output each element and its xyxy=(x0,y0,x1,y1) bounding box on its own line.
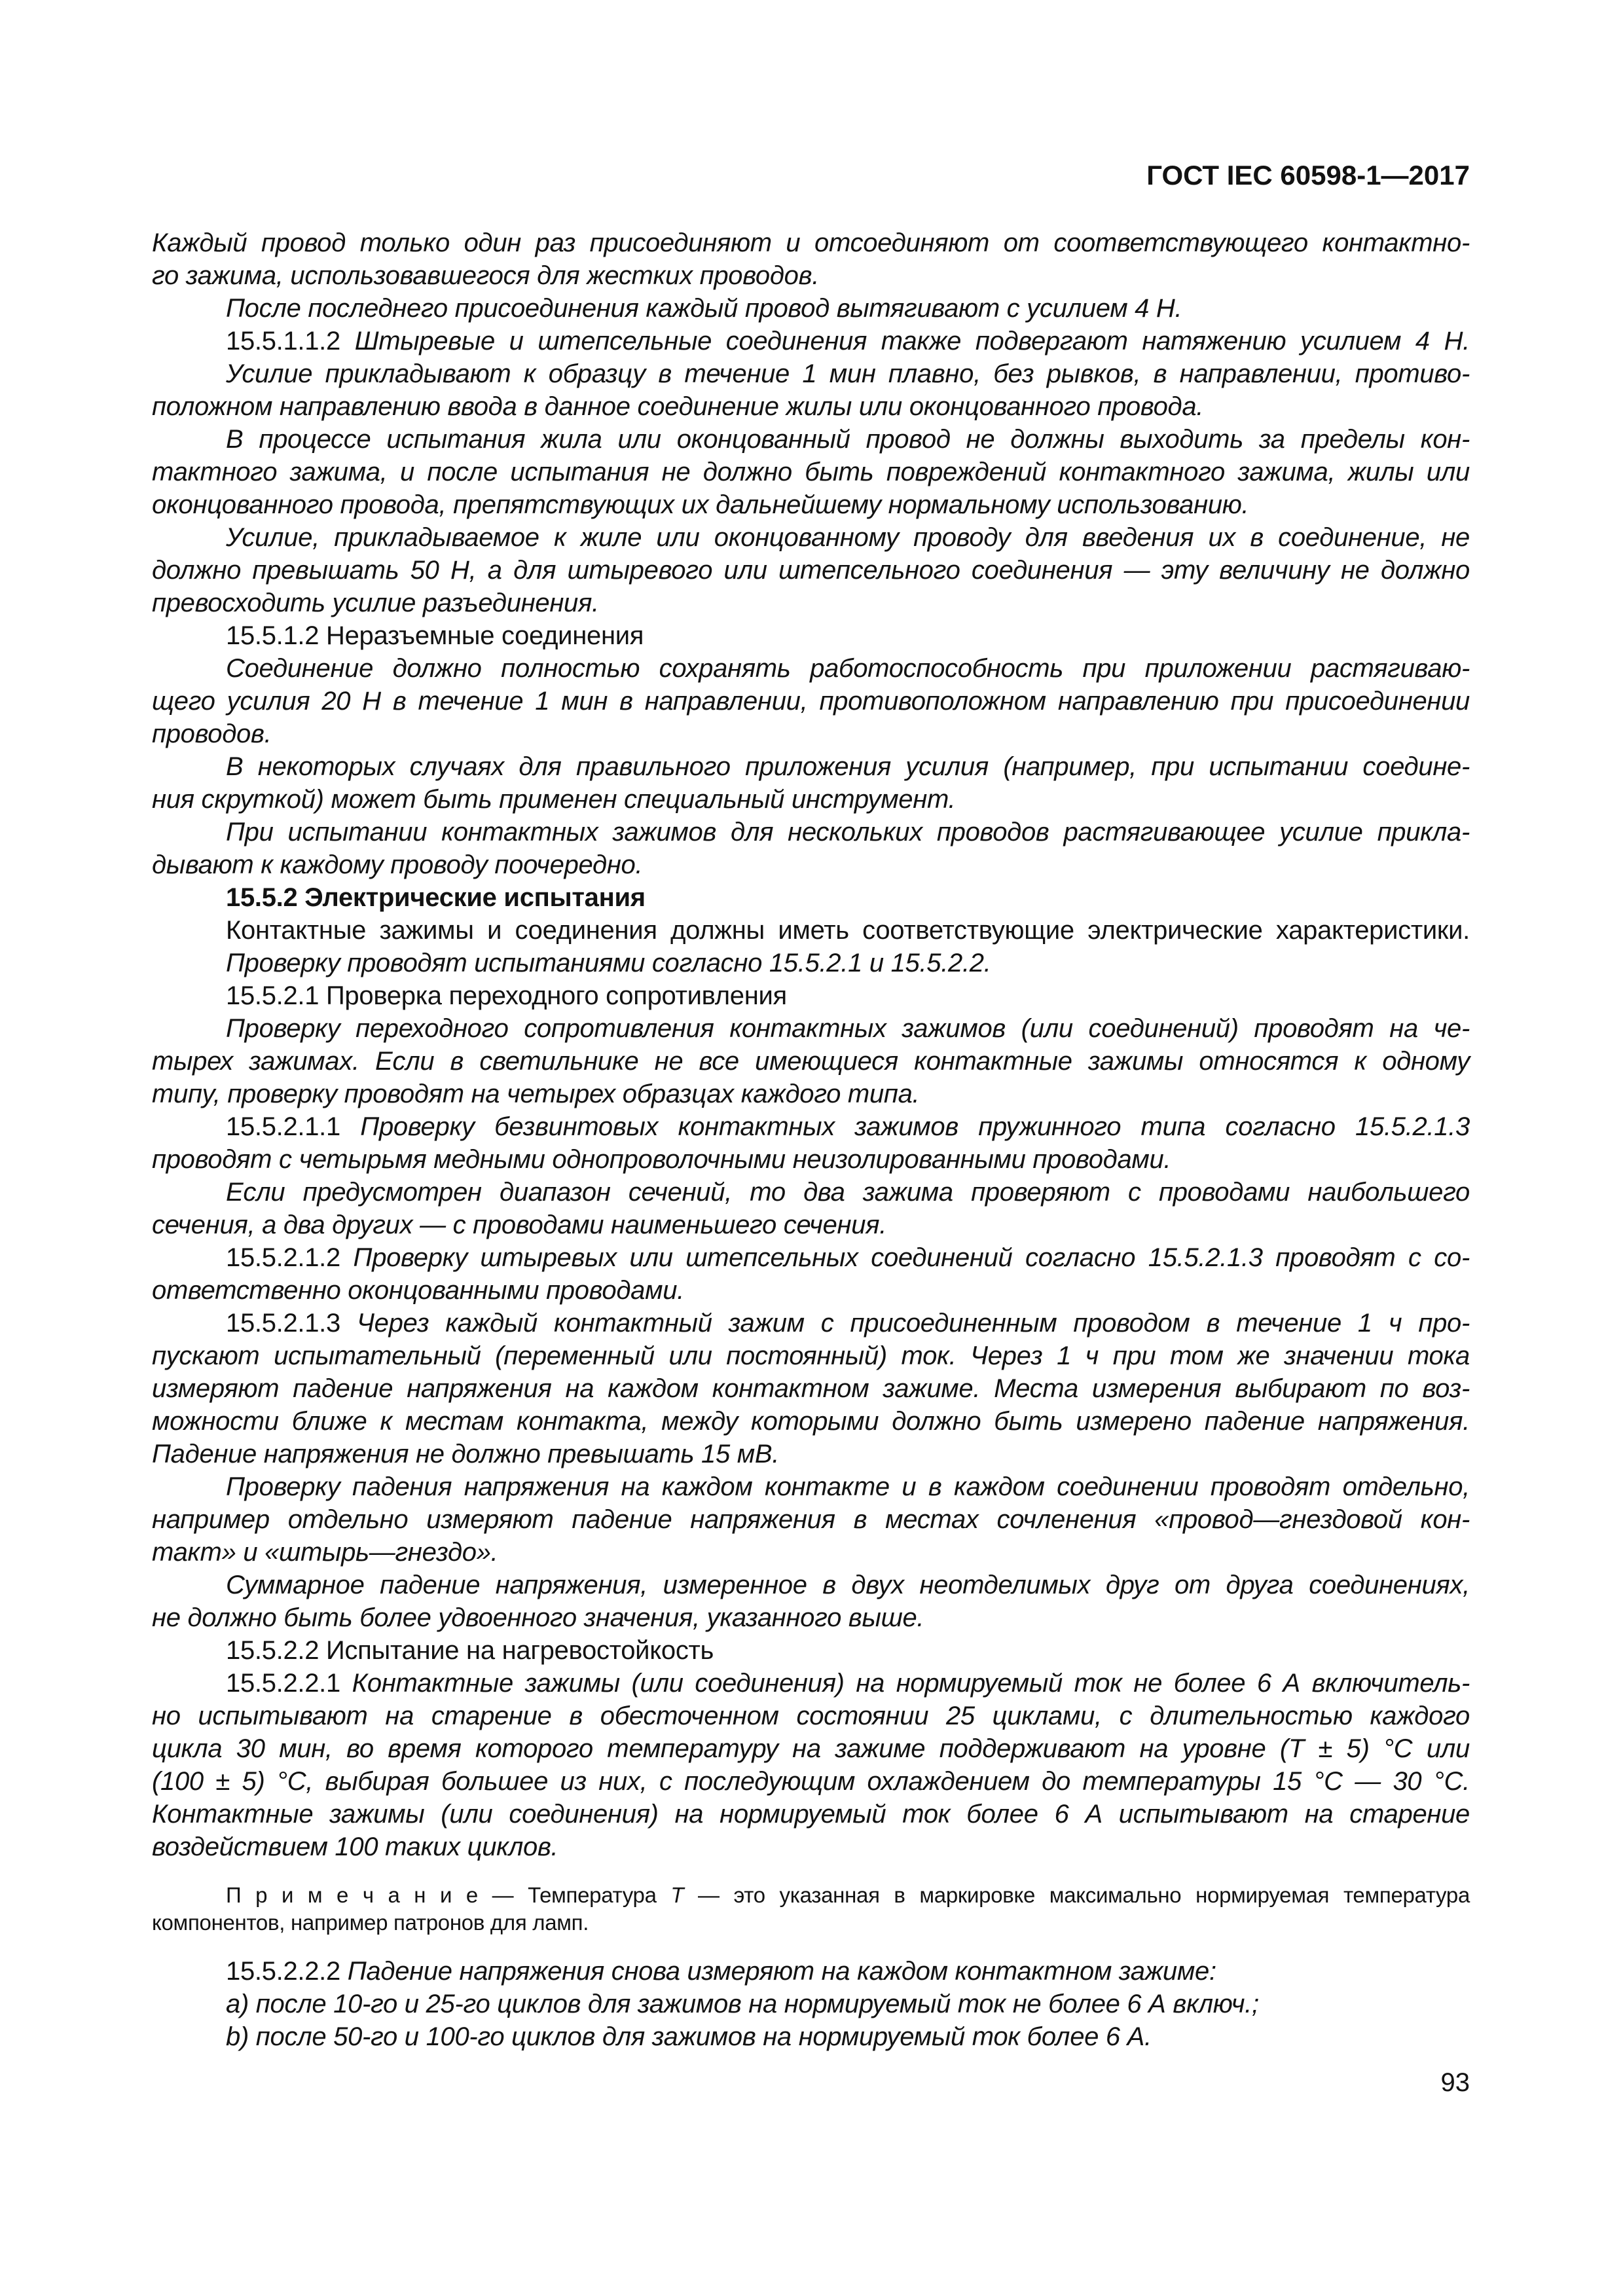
text-line xyxy=(152,947,1470,979)
text-run: го зажима, использовавшегося для жестких проводов. xyxy=(152,261,820,290)
text-line xyxy=(152,1372,1470,1405)
text-run: 15.5.2.2.2 xyxy=(226,1957,348,1986)
text-run: Падение напряжения не должно превышать 15 мВ. xyxy=(152,1440,780,1468)
text-line xyxy=(152,783,1470,816)
text-run: 15.5.2 Электрические испытания xyxy=(226,883,646,912)
text-run: превосходить усилие разъединения. xyxy=(152,589,599,617)
text-run: измеряют падение напряжения на каждом контактном зажиме. Места измерения выбирают по воз- xyxy=(152,1374,1470,1403)
text-run: 15.5.2.1.2 xyxy=(226,1243,354,1272)
text-line xyxy=(152,587,1470,619)
text-run: Если предусмотрен диапазон сечений, то два зажима проверяют с проводами наибольшего xyxy=(226,1178,1470,1207)
page-number: 93 xyxy=(1440,2068,1470,2097)
text-line xyxy=(152,357,1470,390)
text-line xyxy=(152,1831,1470,1863)
text-line xyxy=(152,1536,1470,1569)
text-run: Т xyxy=(670,1883,684,1907)
text-run: Усилие, прикладываемое к жиле или оконцованному проводу для введения их в соединение, не xyxy=(226,523,1470,552)
text-line xyxy=(152,227,1470,259)
text-run: 15.5.1.2 Неразъемные соединения xyxy=(226,621,644,650)
text-run: В некоторых случаях для правильного приложения усилия (например, при испытании соедине- xyxy=(226,752,1470,781)
text-run: такт» и «штырь—гнездо». xyxy=(152,1538,498,1567)
text-line xyxy=(152,292,1470,325)
text-run: положном направлению ввода в данное соединение жилы или оконцованного провода. xyxy=(152,392,1204,421)
text-line xyxy=(152,521,1470,554)
text-run: 15.5.2.1 Проверка переходного сопротивления xyxy=(226,981,787,1010)
text-line xyxy=(152,1274,1470,1307)
text-run: Штыревые и штепсельные соединения также подвергают натяжению усилием 4 Н. xyxy=(354,327,1470,355)
text-run: оконцованного провода, препятствующих их дальнейшему нормальному использованию. xyxy=(152,490,1249,519)
text-run: ния скруткой) может быть применен специальный инструмент. xyxy=(152,785,956,814)
note-line xyxy=(152,1882,1470,1909)
text-line xyxy=(152,390,1470,423)
text-run: пускают испытательный (переменный или постоянный) ток. Через 1 ч при том же значении тока xyxy=(152,1341,1470,1370)
text-line xyxy=(152,1209,1470,1241)
text-line xyxy=(152,488,1470,521)
text-run: Проверку штыревых или штепсельных соединений согласно 15.5.2.1.3 проводят с со- xyxy=(353,1243,1470,1272)
text-run: сечения, а два других — с проводами наименьшего сечения. xyxy=(152,1211,887,1239)
text-run: Проверку безвинтовых контактных зажимов пружинного типа согласно 15.5.2.1.3 xyxy=(360,1112,1470,1141)
text-run: 15.5.2.1.1 xyxy=(226,1112,361,1141)
text-run: 15.5.2.2.1 xyxy=(226,1669,352,1698)
text-run: После последнего присоединения каждый провод вытягивают с усилием 4 Н. xyxy=(226,294,1182,323)
text-line xyxy=(152,1798,1470,1831)
text-run: компонентов, например патронов для ламп. xyxy=(152,1910,589,1935)
text-line xyxy=(152,1955,1470,1988)
text-line xyxy=(152,1601,1470,1634)
text-run: В процессе испытания жила или оконцованный провод не должны выходить за пределы кон- xyxy=(226,425,1470,454)
text-line xyxy=(152,1241,1470,1274)
text-line xyxy=(152,750,1470,783)
text-run: типу, проверку проводят на четырех образцах каждого типа. xyxy=(152,1080,920,1108)
footer xyxy=(152,2066,1470,2099)
text-line xyxy=(152,1569,1470,1601)
text-run: Проверку падения напряжения на каждом контакте и в каждом соединении проводят отдельно, xyxy=(226,1472,1470,1501)
content-area xyxy=(152,227,1470,2053)
text-run: не должно быть более удвоенного значения, указанного выше. xyxy=(152,1603,924,1632)
text-line xyxy=(152,685,1470,718)
text-run: но испытывают на старение в обесточенном состоянии 25 циклами, с длительностью каждого xyxy=(152,1702,1470,1730)
text-line xyxy=(152,1405,1470,1438)
text-run: Контактные зажимы и соединения должны иметь соответствующие электрические характеристики. xyxy=(226,916,1470,945)
text-run: Контактные зажимы (или соединения) на нормируемый ток не более 6 А включитель- xyxy=(352,1669,1470,1698)
text-run: (100 ± 5) °С, выбирая большее из них, с последующим охлаждением до температуры 15 °С — 30 °С. xyxy=(152,1767,1470,1796)
text-run: Суммарное падение напряжения, измеренное в двух неотделимых друг от друга соединениях, xyxy=(226,1571,1470,1599)
text-line xyxy=(152,1667,1470,1700)
text-run: Соединение должно полностью сохранять работоспособность при приложении растягиваю- xyxy=(226,654,1470,683)
text-run: Контактные зажимы (или соединения) на нормируемый ток более 6 А испытывают на старение xyxy=(152,1800,1470,1829)
text-run: Усилие прикладывают к образцу в течение 1 мин плавно, без рывков, в направлении, противо- xyxy=(226,359,1470,388)
text-line xyxy=(152,979,1470,1012)
text-line xyxy=(152,1045,1470,1078)
text-run: воздействием 100 таких циклов. xyxy=(152,1832,558,1861)
text-run: П р и м е ч а н и е — Температура xyxy=(226,1883,671,1907)
text-line xyxy=(152,325,1470,357)
text-run: ответственно оконцованными проводами. xyxy=(152,1276,684,1305)
text-line xyxy=(152,1503,1470,1536)
text-run: b) после 50-го и 100-го циклов для зажимов на нормируемый ток более 6 А. xyxy=(226,2022,1152,2051)
text-run: — это указанная в маркировке максимально нормируемая температура xyxy=(684,1883,1470,1907)
text-line xyxy=(152,456,1470,488)
text-line xyxy=(152,1470,1470,1503)
text-run: Через каждый контактный зажим с присоединенным проводом в течение 1 ч про- xyxy=(356,1309,1470,1338)
text-run: a) после 10-го и 25-го циклов для зажимов на нормируемый ток не более 6 А включ.; xyxy=(226,1990,1259,2018)
text-line xyxy=(152,1143,1470,1176)
text-run: 15.5.1.1.2 xyxy=(226,327,355,355)
text-line xyxy=(152,1988,1470,2020)
text-line xyxy=(152,554,1470,587)
text-run: тырех зажимах. Если в светильнике не все имеющиеся контактные зажимы относятся к одному xyxy=(152,1047,1470,1076)
text-line xyxy=(152,816,1470,848)
text-line xyxy=(152,1078,1470,1110)
text-run: дывают к каждому проводу поочередно. xyxy=(152,850,643,879)
text-line xyxy=(152,423,1470,456)
text-run: тактного зажима, и после испытания не должно быть повреждений контактного зажима, жилы или xyxy=(152,458,1470,486)
text-line xyxy=(152,914,1470,947)
text-line xyxy=(152,881,1470,914)
text-line xyxy=(152,1438,1470,1470)
text-line xyxy=(152,1732,1470,1765)
text-run: проводов. xyxy=(152,720,272,748)
text-run: щего усилия 20 Н в течение 1 мин в направлении, противоположном направлению при присоединении xyxy=(152,687,1470,716)
text-line xyxy=(152,652,1470,685)
text-run: цикла 30 мин, во время которого температуру на зажиме поддерживают на уровне (Т ± 5) °С или xyxy=(152,1734,1470,1763)
text-line xyxy=(152,1765,1470,1798)
document-header: ГОСТ IEC 60598-1—2017 xyxy=(1146,160,1470,191)
text-run: Проверку переходного сопротивления контактных зажимов (или соединений) проводят на че- xyxy=(226,1014,1470,1043)
text-run: При испытании контактных зажимов для нескольких проводов растягивающее усилие прикла- xyxy=(226,818,1470,847)
text-run: Проверку проводят испытаниями согласно 15.5.2.1 и 15.5.2.2. xyxy=(226,949,991,977)
text-line xyxy=(152,1339,1470,1372)
text-line xyxy=(152,1176,1470,1209)
text-line xyxy=(152,1110,1470,1143)
note-line xyxy=(152,1909,1470,1937)
text-run: Падение напряжения снова измеряют на каждом контактном зажиме: xyxy=(347,1957,1216,1986)
text-line xyxy=(152,1012,1470,1045)
text-line xyxy=(152,2020,1470,2053)
text-run: должно превышать 50 Н, а для штыревого или штепсельного соединения — эту величину не должно xyxy=(152,556,1470,585)
text-run: Каждый провод только один раз присоединяют и отсоединяют от соответствующего контактно- xyxy=(152,228,1470,257)
text-run: 15.5.2.1.3 xyxy=(226,1309,357,1338)
text-line xyxy=(152,718,1470,750)
text-line xyxy=(152,1307,1470,1339)
text-line xyxy=(152,619,1470,652)
text-line xyxy=(152,259,1470,292)
text-run: например отдельно измеряют падение напряжения в местах сочленения «провод—гнездовой кон- xyxy=(152,1505,1470,1534)
text-line xyxy=(152,1634,1470,1667)
text-line xyxy=(152,1700,1470,1732)
text-run: можности ближе к местам контакта, между которыми должно быть измерено падение напряжения. xyxy=(152,1407,1470,1436)
text-run: 15.5.2.2 Испытание на нагревостойкость xyxy=(226,1636,714,1665)
text-line xyxy=(152,848,1470,881)
text-run: проводят с четырьмя медными однопроволочными неизолированными проводами. xyxy=(152,1145,1171,1174)
